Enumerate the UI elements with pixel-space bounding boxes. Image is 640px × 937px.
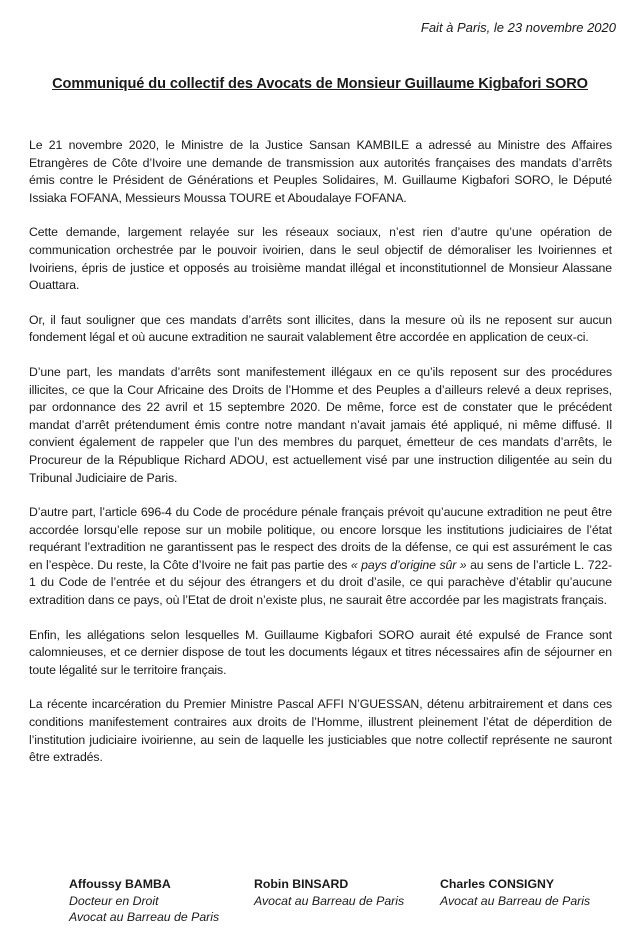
document-title: Communiqué du collectif des Avocats de Monsieur Guillaume Kigbafori SORO	[52, 76, 588, 92]
paragraph-7: La récente incarcération du Premier Ministre Pascal AFFI N’GUESSAN, détenu arbitrairement et dans ces conditions manifestement contraires aux droits de l’Homme, illustrent pleinement l’état de déperdition de l’institution judiciaire ivoirienne, au sein de laquelle les justiciables que notre collectif représente ne sauront être extradés.	[29, 697, 612, 765]
paragraph-5	[29, 504, 612, 610]
signature-title: Avocat au Barreau de Paris	[440, 893, 591, 908]
paragraph-2: Cette demande, largement relayée sur les réseaux sociaux, n’est rien d’autre qu’une opération de communication orchestrée par le pouvoir ivoirien, dans le seul objectif de démoraliser les Ivoiriennes et Ivoiriens, épris de justice et opposés au troisième mandat illégal et inconstitutionnel de Monsieur Alassane Ouattara.	[29, 225, 612, 293]
paragraph-4: D’une part, les mandats d’arrêts sont manifestement illégaux en ce qu’ils reposent sur des procédures illicites, ce que la Cour Africaine des Droits de l’Homme et des Peuples a d’ailleurs relevé a deux reprises, par ordonnance des 22 avril et 15 septembre 2020. De même, force est de constater que le précédent mandat d’arrêt prétendument émis contre notre mandant n’avait jamais été appliqué, ni même diffusé. Il convient également de rappeler que l’un des membres du parquet, émetteur de ces mandats d’arrêts, le Procureur de la République Richard ADOU, est actuellement visé par une instruction diligentée au sein du Tribunal Judiciaire de Paris.	[29, 364, 612, 485]
document-body	[29, 137, 612, 784]
paragraph-3: Or, il faut souligner que ces mandats d’arrêts sont illicites, dans la mesure où ils ne reposent sur aucun fondement légal et où aucune extradition ne saurait valablement être accordée en application de ceux-ci.	[29, 312, 612, 345]
signature-3	[440, 876, 590, 909]
signature-name: Charles CONSIGNY	[440, 877, 555, 891]
signature-2	[254, 876, 404, 909]
signature-1	[69, 876, 219, 926]
document-date: Fait à Paris, le 23 novembre 2020	[420, 20, 616, 35]
signature-title: Avocat au Barreau de Paris	[254, 893, 405, 908]
paragraph-1: Le 21 novembre 2020, le Ministre de la Justice Sansan KAMBILE a adressé au Ministre des Affaires Etrangères de Côte d’Ivoire une demande de transmission aux autorités françaises des mandats d’arrêts émis contre le Président de Générations et Peuples Solidaires, M. Guillaume Kigbafori SORO, le Député Issiaka FOFANA, Messieurs Moussa TOURE et Aboudalaye FOFANA.	[29, 138, 612, 205]
signature-block	[0, 876, 640, 936]
paragraph-5-text-after: au sens de l’article L. 722-1 du Code de l’entrée et du séjour des étrangers et du droit d’asile, ce qui parachève d’établir qu’aucune extradition dans ce pays, où l’Etat de droit n’existe plus, ne saurait être accordée par les magistrats français.	[29, 557, 612, 608]
paragraph-5-text-before: D’autre part, l’article 696-4 du Code de procédure pénale français prévoit qu’aucune extradition ne peut être accordée lorsqu’elle repose sur un mobile politique, ou encore lorsque les institutions judiciaires de l’état requérant l’extradition ne garantissent pas le respect des droits de la défense, ce qui est assurément le cas en l’espèce. Du reste, la Côte d’Ivoire ne fait pas partie des	[29, 505, 612, 572]
paragraph-6: Enfin, les allégations selon lesquelles M. Guillaume Kigbafori SORO aurait été expulsé de France sont calomnieuses, et ce dernier dispose de tout les documents légaux et titres nécessaires afin de séjourner en toute légalité sur le territoire français.	[29, 627, 612, 677]
signature-name: Affoussy BAMBA	[69, 877, 171, 891]
signature-name: Robin BINSARD	[254, 877, 349, 891]
signature-title: Avocat au Barreau de Paris	[69, 910, 220, 924]
signature-title: Docteur en Droit	[69, 893, 159, 908]
paragraph-5-emphasis: « pays d’origine sûr »	[350, 557, 467, 572]
